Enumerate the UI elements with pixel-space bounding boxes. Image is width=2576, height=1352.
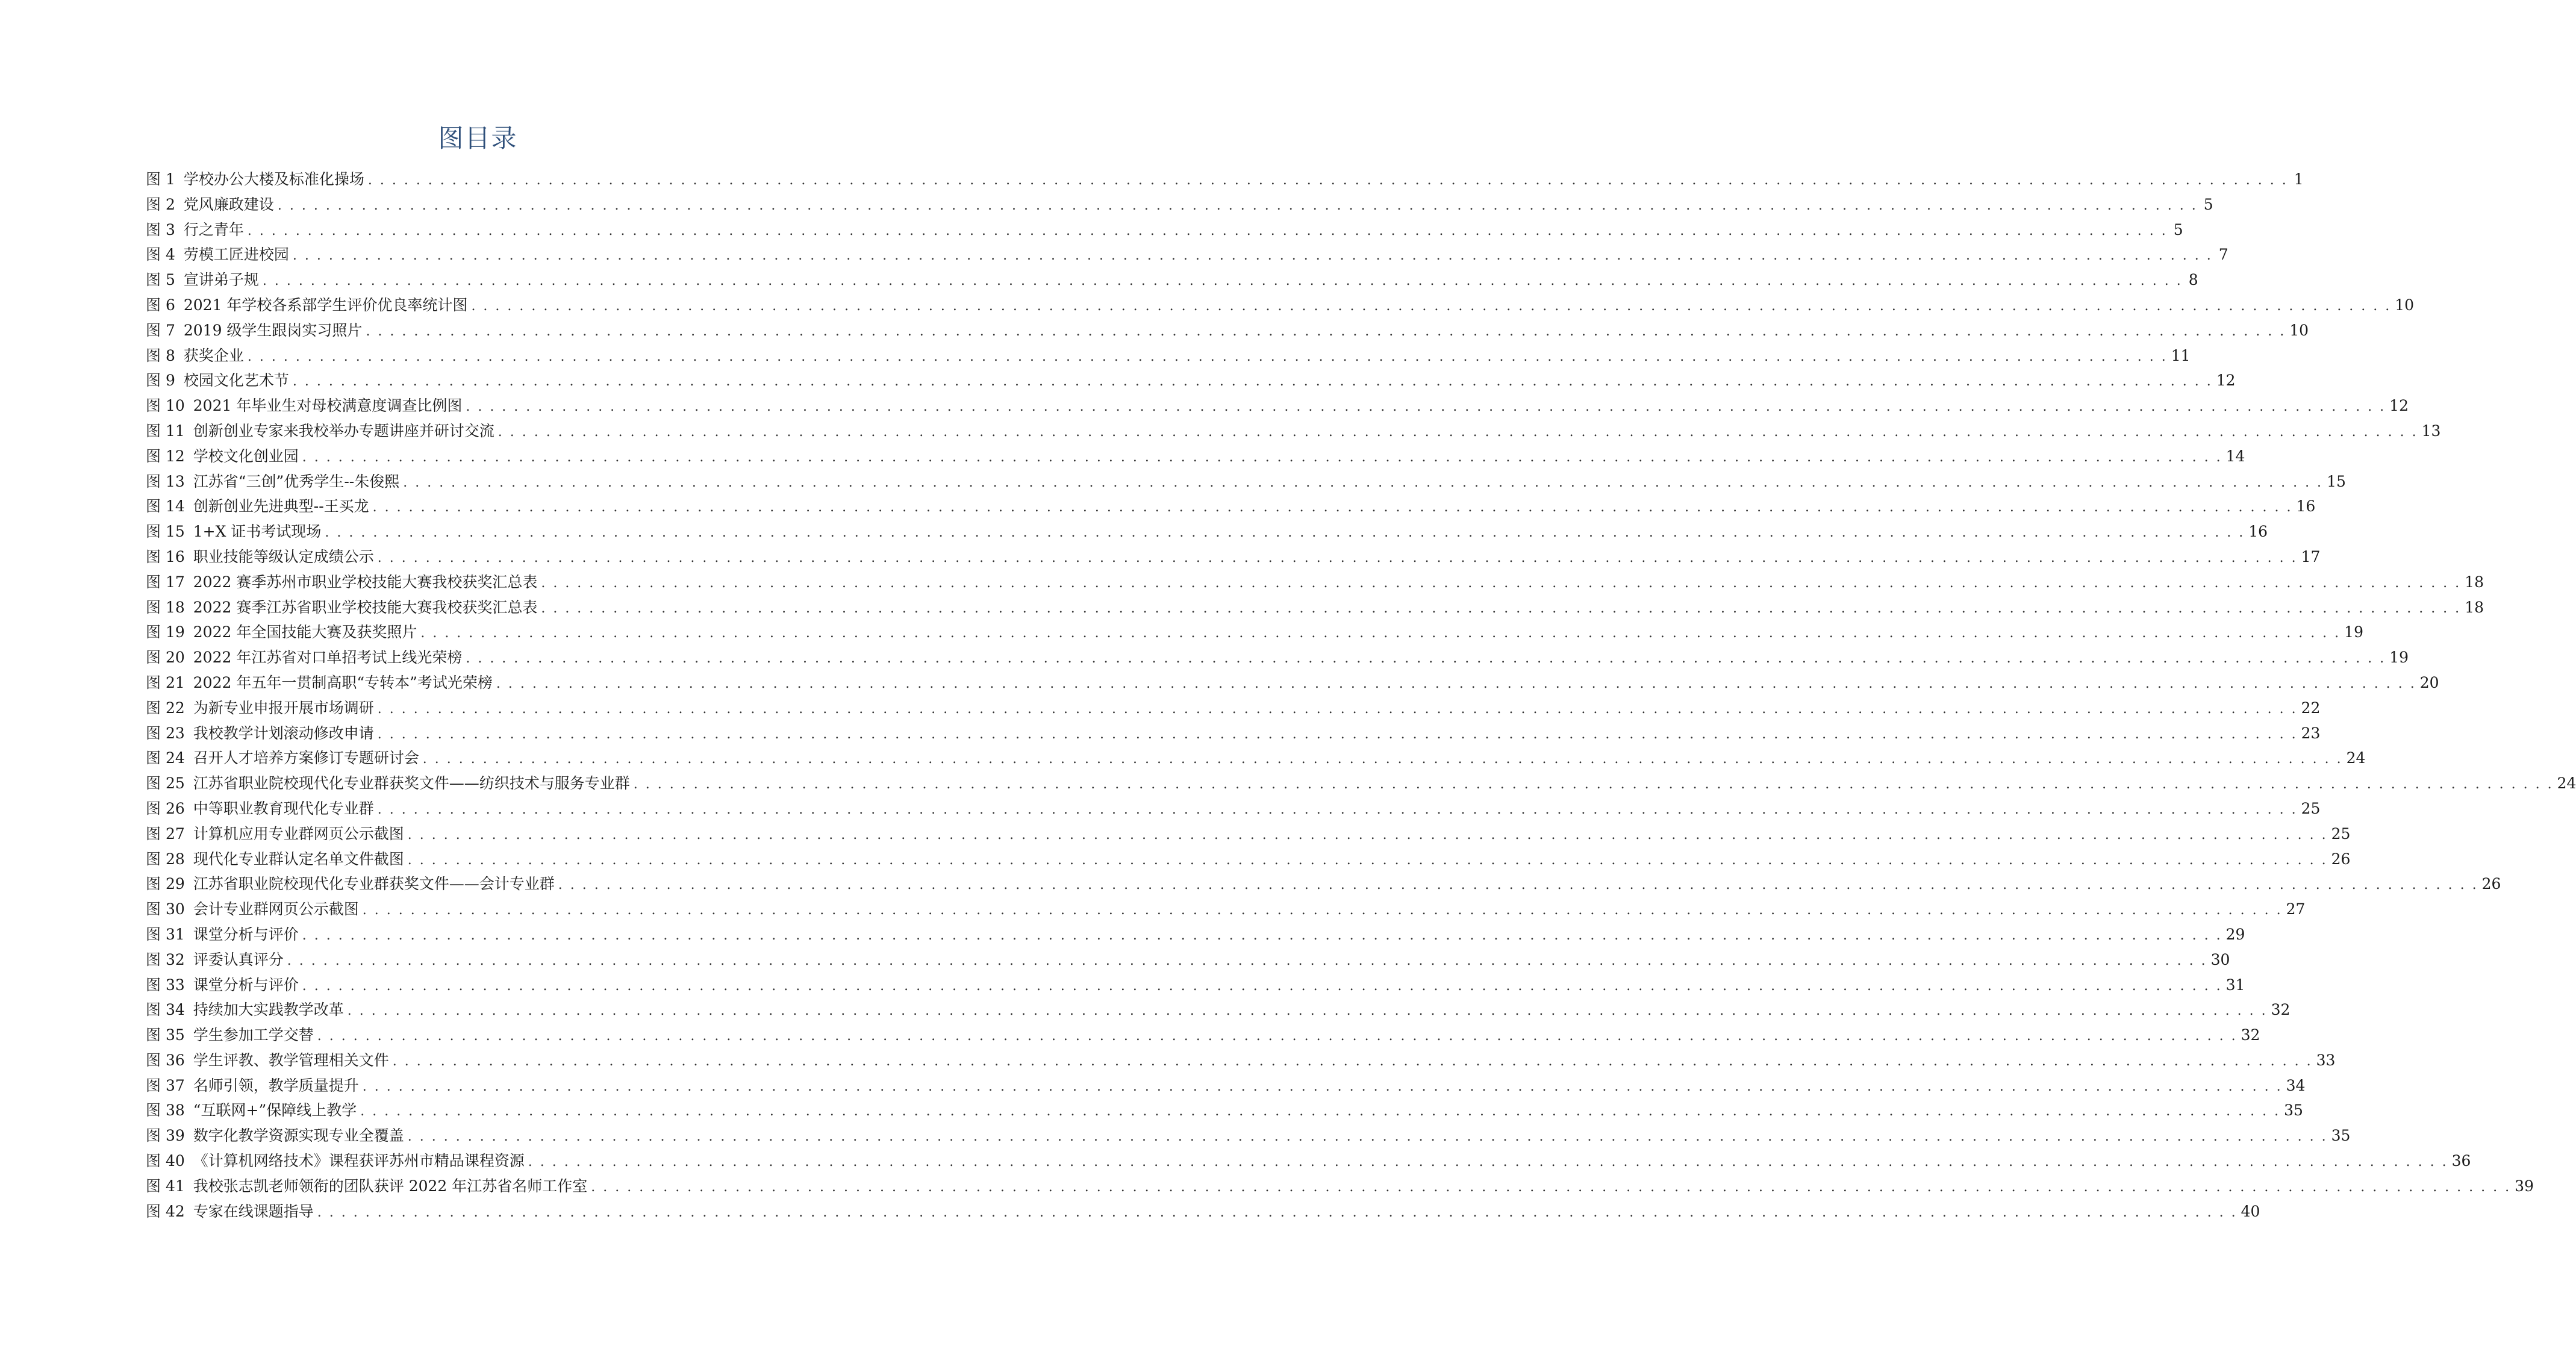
figure-list <box>146 167 2576 1224</box>
figure-caption: 中等职业教育现代化专业群 <box>193 799 374 817</box>
figure-entry[interactable] <box>146 1123 2351 1148</box>
figure-number: 图 29 <box>146 875 185 893</box>
page-number: 25 <box>2331 824 2351 843</box>
figure-number: 图 19 <box>146 623 185 641</box>
figure-number: 图 34 <box>146 1001 185 1019</box>
page-number: 29 <box>2225 925 2245 943</box>
figure-entry[interactable] <box>146 670 2439 696</box>
figure-caption: 2021 年学校各系部学生评价优良率统计图 <box>183 296 468 314</box>
figure-caption: 我校教学计划滚动修改申请 <box>193 724 374 742</box>
figure-number: 图 8 <box>146 346 175 364</box>
figure-entry[interactable] <box>146 696 2321 721</box>
page-number: 1 <box>2294 170 2304 188</box>
dot-leader: . . . . . . . . . . . . . . . . . . . . . . . . . . . . . . . . . . . . . . . . . . . . . . . . . . . . . . . . . . . . . . . . . . . . . . . . . . . . . . . . . . . . . . . . . . . . . . . . . . . . . . . . . . . . . . . . . . . . . . . . . . . . . . . . . . . . . . . . . . . . . . . . . . . . . . . . . . . . . . . . <box>366 323 2286 339</box>
dot-leader: . . . . . . . . . . . . . . . . . . . . . . . . . . . . . . . . . . . . . . . . . . . . . . . . . . . . . . . . . . . . . . . . . . . . . . . . . . . . . . . . . . . . . . . . . . . . . . . . . . . . . . . . . . . . . . . . . . . . . . . . . . . . . . . . . . . . . . . . . . . . . . . . . . . . . . . . . . . . . . . . <box>362 1079 2283 1094</box>
figure-number: 图 20 <box>146 649 185 667</box>
page-number: 12 <box>2389 397 2409 415</box>
figure-entry[interactable] <box>146 645 2409 670</box>
figure-number: 图 13 <box>146 472 185 490</box>
figure-number: 图 25 <box>146 774 185 793</box>
page-number: 24 <box>2346 749 2366 767</box>
figure-caption: 创新创业先进典型--王买龙 <box>193 497 369 516</box>
page-number: 5 <box>2203 195 2213 213</box>
page-number: 24 <box>2557 774 2576 793</box>
dot-leader: . . . . . . . . . . . . . . . . . . . . . . . . . . . . . . . . . . . . . . . . . . . . . . . . . . . . . . . . . . . . . . . . . . . . . . . . . . . . . . . . . . . . . . . . . . . . . . . . . . . . . . . . . . . . . . . . . . . . . . . . . . . . . . . . . . . . . . . . . . . . . . . . . . . . . . . . . . . . . . . . <box>347 1003 2268 1019</box>
figure-caption: 为新专业申报开展市场调研 <box>193 699 374 717</box>
figure-number: 图 5 <box>146 271 175 289</box>
figure-entry[interactable] <box>146 343 2191 369</box>
figure-entry[interactable] <box>146 922 2245 947</box>
page-number: 30 <box>2210 950 2230 968</box>
figure-caption: 职业技能等级认定成绩公示 <box>193 547 374 565</box>
figure-number: 图 2 <box>146 195 175 213</box>
figure-caption: 学校文化创业园 <box>193 447 299 465</box>
figure-entry[interactable] <box>146 1048 2336 1073</box>
figure-entry[interactable] <box>146 267 2198 293</box>
figure-entry[interactable] <box>146 771 2576 796</box>
page-number: 34 <box>2286 1076 2306 1094</box>
dot-leader: . . . . . . . . . . . . . . . . . . . . . . . . . . . . . . . . . . . . . . . . . . . . . . . . . . . . . . . . . . . . . . . . . . . . . . . . . . . . . . . . . . . . . . . . . . . . . . . . . . . . . . . . . . . . . . . . . . . . . . . . . . . . . . . . . . . . . . . . . . . . . . . . . . . . . . . . . . . . . . . . <box>497 424 2418 440</box>
figure-number: 图 39 <box>146 1127 185 1145</box>
dot-leader: . . . . . . . . . . . . . . . . . . . . . . . . . . . . . . . . . . . . . . . . . . . . . . . . . . . . . . . . . . . . . . . . . . . . . . . . . . . . . . . . . . . . . . . . . . . . . . . . . . . . . . . . . . . . . . . . . . . . . . . . . . . . . . . . . . . . . . . . . . . . . . . . . . . . . . . . . . . . . . . . <box>591 1179 2512 1195</box>
page-number: 35 <box>2331 1127 2351 1145</box>
page-number: 14 <box>2225 447 2245 465</box>
figure-entry[interactable] <box>146 1199 2260 1224</box>
page-number: 19 <box>2344 623 2363 641</box>
dot-leader: . . . . . . . . . . . . . . . . . . . . . . . . . . . . . . . . . . . . . . . . . . . . . . . . . . . . . . . . . . . . . . . . . . . . . . . . . . . . . . . . . . . . . . . . . . . . . . . . . . . . . . . . . . . . . . . . . . . . . . . . . . . . . . . . . . . . . . . . . . . . . . . . . . . . . . . . . . . . . . . . <box>403 475 2324 490</box>
figure-caption: 现代化专业群认定名单文件截图 <box>193 850 404 868</box>
page-number: 32 <box>2271 1001 2291 1019</box>
figure-caption: 获奖企业 <box>183 346 244 364</box>
figure-entry[interactable] <box>146 494 2316 519</box>
figure-caption: 数字化教学资源实现专业全覆盖 <box>193 1127 404 1145</box>
figure-number: 图 31 <box>146 925 185 943</box>
page-number: 15 <box>2327 472 2346 490</box>
page-number: 13 <box>2421 422 2441 440</box>
page-number: 10 <box>2395 296 2415 314</box>
page-number: 20 <box>2419 673 2439 691</box>
figure-entry[interactable] <box>146 721 2321 746</box>
figure-number: 图 1 <box>146 170 175 188</box>
figure-entry[interactable] <box>146 1148 2471 1174</box>
dot-leader: . . . . . . . . . . . . . . . . . . . . . . . . . . . . . . . . . . . . . . . . . . . . . . . . . . . . . . . . . . . . . . . . . . . . . . . . . . . . . . . . . . . . . . . . . . . . . . . . . . . . . . . . . . . . . . . . . . . . . . . . . . . . . . . . . . . . . . . . . . . . . . . . . . . . . . . . . . . . . . . . <box>541 600 2462 616</box>
dot-leader: . . . . . . . . . . . . . . . . . . . . . . . . . . . . . . . . . . . . . . . . . . . . . . . . . . . . . . . . . . . . . . . . . . . . . . . . . . . . . . . . . . . . . . . . . . . . . . . . . . . . . . . . . . . . . . . . . . . . . . . . . . . . . . . . . . . . . . . . . . . . . . . . . . . . . . . . . . . . . . . . <box>558 877 2478 893</box>
figure-caption: 持续加大实践教学改革 <box>193 1001 344 1019</box>
figure-number: 图 9 <box>146 372 175 390</box>
figure-caption: “互联网+”保障线上教学 <box>193 1101 357 1120</box>
figure-caption: 《计算机网络技术》课程获评苏州市精品课程资源 <box>193 1152 525 1170</box>
dot-leader: . . . . . . . . . . . . . . . . . . . . . . . . . . . . . . . . . . . . . . . . . . . . . . . . . . . . . . . . . . . . . . . . . . . . . . . . . . . . . . . . . . . . . . . . . . . . . . . . . . . . . . . . . . . . . . . . . . . . . . . . . . . . . . . . . . . . . . . . . . . . . . . . . . . . . . . . . . . . . . . . <box>407 852 2328 868</box>
dot-leader: . . . . . . . . . . . . . . . . . . . . . . . . . . . . . . . . . . . . . . . . . . . . . . . . . . . . . . . . . . . . . . . . . . . . . . . . . . . . . . . . . . . . . . . . . . . . . . . . . . . . . . . . . . . . . . . . . . . . . . . . . . . . . . . . . . . . . . . . . . . . . . . . . . . . . . . . . . . . . . . . <box>287 953 2207 968</box>
dot-leader: . . . . . . . . . . . . . . . . . . . . . . . . . . . . . . . . . . . . . . . . . . . . . . . . . . . . . . . . . . . . . . . . . . . . . . . . . . . . . . . . . . . . . . . . . . . . . . . . . . . . . . . . . . . . . . . . . . . . . . . . . . . . . . . . . . . . . . . . . . . . . . . . . . . . . . . . . . . . . . . . <box>372 500 2293 516</box>
figure-number: 图 3 <box>146 220 175 238</box>
page-number: 17 <box>2301 547 2321 565</box>
dot-leader: . . . . . . . . . . . . . . . . . . . . . . . . . . . . . . . . . . . . . . . . . . . . . . . . . . . . . . . . . . . . . . . . . . . . . . . . . . . . . . . . . . . . . . . . . . . . . . . . . . . . . . . . . . . . . . . . . . . . . . . . . . . . . . . . . . . . . . . . . . . . . . . . . . . . . . . . . . . . . . . . <box>247 223 2168 238</box>
figure-entry[interactable] <box>146 444 2245 469</box>
page-number: 33 <box>2316 1051 2336 1069</box>
figure-number: 图 11 <box>146 422 185 440</box>
page-number: 7 <box>2218 246 2228 264</box>
page-number: 10 <box>2289 321 2309 339</box>
dot-leader: . . . . . . . . . . . . . . . . . . . . . . . . . . . . . . . . . . . . . . . . . . . . . . . . . . . . . . . . . . . . . . . . . . . . . . . . . . . . . . . . . . . . . . . . . . . . . . . . . . . . . . . . . . . . . . . . . . . . . . . . . . . . . . . . . . . . . . . . . . . . . . . . . . . . . . . . . . . . . . . . <box>277 198 2198 213</box>
figure-entry[interactable] <box>146 746 2366 771</box>
figure-entry[interactable] <box>146 821 2351 847</box>
figure-caption: 会计专业群网页公示截图 <box>193 900 359 918</box>
figure-number: 图 17 <box>146 573 185 591</box>
figure-number: 图 15 <box>146 523 185 541</box>
figure-caption: 课堂分析与评价 <box>193 925 299 943</box>
figure-caption: 2022 年全国技能大赛及获奖照片 <box>193 623 417 641</box>
page-number: 12 <box>2216 372 2236 390</box>
figure-caption: 专家在线课题指导 <box>193 1202 314 1220</box>
figure-number: 图 40 <box>146 1152 185 1170</box>
dot-leader: . . . . . . . . . . . . . . . . . . . . . . . . . . . . . . . . . . . . . . . . . . . . . . . . . . . . . . . . . . . . . . . . . . . . . . . . . . . . . . . . . . . . . . . . . . . . . . . . . . . . . . . . . . . . . . . . . . . . . . . . . . . . . . . . . . . . . . . . . . . . . . . . . . . . . . . . . . . . . . . . <box>317 1029 2238 1044</box>
figure-caption: 校园文化艺术节 <box>183 372 289 390</box>
page-number: 31 <box>2225 976 2245 994</box>
figure-caption: 学校办公大楼及标准化操场 <box>183 170 364 188</box>
figure-number: 图 32 <box>146 950 185 968</box>
dot-leader: . . . . . . . . . . . . . . . . . . . . . . . . . . . . . . . . . . . . . . . . . . . . . . . . . . . . . . . . . . . . . . . . . . . . . . . . . . . . . . . . . . . . . . . . . . . . . . . . . . . . . . . . . . . . . . . . . . . . . . . . . . . . . . . . . . . . . . . . . . . . . . . . . . . . . . . . . . . . . . . . <box>292 374 2213 390</box>
dot-leader: . . . . . . . . . . . . . . . . . . . . . . . . . . . . . . . . . . . . . . . . . . . . . . . . . . . . . . . . . . . . . . . . . . . . . . . . . . . . . . . . . . . . . . . . . . . . . . . . . . . . . . . . . . . . . . . . . . . . . . . . . . . . . . . . . . . . . . . . . . . . . . . . . . . . . . . . . . . . . . . . <box>362 903 2283 918</box>
page-number: 8 <box>2188 271 2198 289</box>
figure-caption: 2022 赛季苏州市职业学校技能大赛我校获奖汇总表 <box>193 573 538 591</box>
figure-caption: 我校张志凯老师领衔的团队获评 2022 年江苏省名师工作室 <box>193 1177 588 1195</box>
figure-number: 图 33 <box>146 976 185 994</box>
page-number: 18 <box>2465 573 2484 591</box>
dot-leader: . . . . . . . . . . . . . . . . . . . . . . . . . . . . . . . . . . . . . . . . . . . . . . . . . . . . . . . . . . . . . . . . . . . . . . . . . . . . . . . . . . . . . . . . . . . . . . . . . . . . . . . . . . . . . . . . . . . . . . . . . . . . . . . . . . . . . . . . . . . . . . . . . . . . . . . . . . . . . . . . <box>367 173 2288 188</box>
dot-leader: . . . . . . . . . . . . . . . . . . . . . . . . . . . . . . . . . . . . . . . . . . . . . . . . . . . . . . . . . . . . . . . . . . . . . . . . . . . . . . . . . . . . . . . . . . . . . . . . . . . . . . . . . . . . . . . . . . . . . . . . . . . . . . . . . . . . . . . . . . . . . . . . . . . . . . . . . . . . . . . . <box>377 701 2298 717</box>
page-number: 39 <box>2515 1177 2534 1195</box>
dot-leader: . . . . . . . . . . . . . . . . . . . . . . . . . . . . . . . . . . . . . . . . . . . . . . . . . . . . . . . . . . . . . . . . . . . . . . . . . . . . . . . . . . . . . . . . . . . . . . . . . . . . . . . . . . . . . . . . . . . . . . . . . . . . . . . . . . . . . . . . . . . . . . . . . . . . . . . . . . . . . . . . <box>360 1104 2281 1120</box>
figure-entry[interactable] <box>146 519 2268 544</box>
figure-caption: 计算机应用专业群网页公示截图 <box>193 824 404 843</box>
dot-leader: . . . . . . . . . . . . . . . . . . . . . . . . . . . . . . . . . . . . . . . . . . . . . . . . . . . . . . . . . . . . . . . . . . . . . . . . . . . . . . . . . . . . . . . . . . . . . . . . . . . . . . . . . . . . . . . . . . . . . . . . . . . . . . . . . . . . . . . . . . . . . . . . . . . . . . . . . . . . . . . . <box>302 978 2222 994</box>
figure-caption: 学生评教、教学管理相关文件 <box>193 1051 389 1069</box>
figure-number: 图 30 <box>146 900 185 918</box>
figure-caption: 课堂分析与评价 <box>193 976 299 994</box>
figure-entry[interactable] <box>146 217 2183 243</box>
figure-caption: 江苏省职业院校现代化专业群获奖文件——纺织技术与服务专业群 <box>193 774 630 793</box>
dot-leader: . . . . . . . . . . . . . . . . . . . . . . . . . . . . . . . . . . . . . . . . . . . . . . . . . . . . . . . . . . . . . . . . . . . . . . . . . . . . . . . . . . . . . . . . . . . . . . . . . . . . . . . . . . . . . . . . . . . . . . . . . . . . . . . . . . . . . . . . . . . . . . . . . . . . . . . . . . . . . . . . <box>528 1154 2448 1170</box>
figure-caption: 劳模工匠进校园 <box>183 246 289 264</box>
figure-number: 图 36 <box>146 1051 185 1069</box>
figure-number: 图 42 <box>146 1202 185 1220</box>
figure-caption: 召开人才培养方案修订专题研讨会 <box>193 749 419 767</box>
figure-caption: 2019 级学生跟岗实习照片 <box>183 321 363 339</box>
figure-entry[interactable] <box>146 1098 2303 1123</box>
figure-entry[interactable] <box>146 997 2291 1023</box>
figure-caption: 行之青年 <box>183 220 244 238</box>
figure-caption: 党风廉政建设 <box>183 195 274 213</box>
figure-entry[interactable] <box>146 1023 2260 1048</box>
figure-number: 图 14 <box>146 497 185 516</box>
figure-number: 图 18 <box>146 598 185 616</box>
figure-number: 图 35 <box>146 1026 185 1044</box>
page-number: 32 <box>2241 1026 2260 1044</box>
figure-number: 图 27 <box>146 824 185 843</box>
figure-entry[interactable] <box>146 469 2346 494</box>
figure-entry[interactable] <box>146 1073 2306 1098</box>
page-title: 图目录 <box>438 123 518 153</box>
figure-entry[interactable] <box>146 368 2236 393</box>
figure-caption: 2022 年江苏省对口单招考试上线光荣榜 <box>193 649 463 667</box>
figure-entry[interactable] <box>146 393 2409 419</box>
figure-entry[interactable] <box>146 1174 2534 1199</box>
figure-entry[interactable] <box>146 595 2484 620</box>
dot-leader: . . . . . . . . . . . . . . . . . . . . . . . . . . . . . . . . . . . . . . . . . . . . . . . . . . . . . . . . . . . . . . . . . . . . . . . . . . . . . . . . . . . . . . . . . . . . . . . . . . . . . . . . . . . . . . . . . . . . . . . . . . . . . . . . . . . . . . . . . . . . . . . . . . . . . . . . . . . . . . . . <box>377 802 2298 817</box>
figure-number: 图 37 <box>146 1076 185 1094</box>
page-number: 23 <box>2301 724 2321 742</box>
figure-entry[interactable] <box>146 318 2309 343</box>
page-number: 16 <box>2296 497 2316 516</box>
page-number: 22 <box>2301 699 2321 717</box>
page-number: 19 <box>2389 649 2409 667</box>
figure-caption: 2022 年五年一贯制高职“专转本”考试光荣榜 <box>193 673 493 691</box>
dot-leader: . . . . . . . . . . . . . . . . . . . . . . . . . . . . . . . . . . . . . . . . . . . . . . . . . . . . . . . . . . . . . . . . . . . . . . . . . . . . . . . . . . . . . . . . . . . . . . . . . . . . . . . . . . . . . . . . . . . . . . . . . . . . . . . . . . . . . . . . . . . . . . . . . . . . . . . . . . . . . . . . <box>325 525 2245 541</box>
figure-caption: 学生参加工学交替 <box>193 1026 314 1044</box>
dot-leader: . . . . . . . . . . . . . . . . . . . . . . . . . . . . . . . . . . . . . . . . . . . . . . . . . . . . . . . . . . . . . . . . . . . . . . . . . . . . . . . . . . . . . . . . . . . . . . . . . . . . . . . . . . . . . . . . . . . . . . . . . . . . . . . . . . . . . . . . . . . . . . . . . . . . . . . . . . . . . . . . <box>471 298 2392 314</box>
figure-number: 图 4 <box>146 246 175 264</box>
page-number: 25 <box>2301 799 2321 817</box>
figure-caption: 1+X 证书考试现场 <box>193 523 322 541</box>
figure-caption: 2021 年毕业生对母校满意度调查比例图 <box>193 397 463 415</box>
figure-caption: 名师引领，教学质量提升 <box>193 1076 359 1094</box>
dot-leader: . . . . . . . . . . . . . . . . . . . . . . . . . . . . . . . . . . . . . . . . . . . . . . . . . . . . . . . . . . . . . . . . . . . . . . . . . . . . . . . . . . . . . . . . . . . . . . . . . . . . . . . . . . . . . . . . . . . . . . . . . . . . . . . . . . . . . . . . . . . . . . . . . . . . . . . . . . . . . . . . <box>407 827 2328 843</box>
figure-entry[interactable] <box>146 947 2230 973</box>
figure-number: 图 6 <box>146 296 175 314</box>
figure-entry[interactable] <box>146 167 2304 192</box>
page-number: 27 <box>2286 900 2306 918</box>
figure-entry[interactable] <box>146 796 2321 821</box>
figure-number: 图 12 <box>146 447 185 465</box>
dot-leader: . . . . . . . . . . . . . . . . . . . . . . . . . . . . . . . . . . . . . . . . . . . . . . . . . . . . . . . . . . . . . . . . . . . . . . . . . . . . . . . . . . . . . . . . . . . . . . . . . . . . . . . . . . . . . . . . . . . . . . . . . . . . . . . . . . . . . . . . . . . . . . . . . . . . . . . . . . . . . . . . <box>377 726 2298 742</box>
page-number: 35 <box>2284 1101 2303 1120</box>
page-number: 26 <box>2331 850 2351 868</box>
figure-entry[interactable] <box>146 871 2501 897</box>
figure-caption: 评委认真评分 <box>193 950 284 968</box>
dot-leader: . . . . . . . . . . . . . . . . . . . . . . . . . . . . . . . . . . . . . . . . . . . . . . . . . . . . . . . . . . . . . . . . . . . . . . . . . . . . . . . . . . . . . . . . . . . . . . . . . . . . . . . . . . . . . . . . . . . . . . . . . . . . . . . . . . . . . . . . . . . . . . . . . . . . . . . . . . . . . . . . <box>302 449 2222 465</box>
figure-entry[interactable] <box>146 897 2306 922</box>
figure-entry[interactable] <box>146 293 2415 318</box>
figure-caption: 2022 赛季江苏省职业学校技能大赛我校获奖汇总表 <box>193 598 538 616</box>
figure-caption: 宣讲弟子规 <box>183 271 259 289</box>
figure-number: 图 22 <box>146 699 185 717</box>
dot-leader: . . . . . . . . . . . . . . . . . . . . . . . . . . . . . . . . . . . . . . . . . . . . . . . . . . . . . . . . . . . . . . . . . . . . . . . . . . . . . . . . . . . . . . . . . . . . . . . . . . . . . . . . . . . . . . . . . . . . . . . . . . . . . . . . . . . . . . . . . . . . . . . . . . . . . . . . . . . . . . . . <box>407 1129 2328 1145</box>
figure-number: 图 26 <box>146 799 185 817</box>
figure-number: 图 23 <box>146 724 185 742</box>
page-number: 5 <box>2173 220 2183 238</box>
figure-entry[interactable] <box>146 570 2484 595</box>
dot-leader: . . . . . . . . . . . . . . . . . . . . . . . . . . . . . . . . . . . . . . . . . . . . . . . . . . . . . . . . . . . . . . . . . . . . . . . . . . . . . . . . . . . . . . . . . . . . . . . . . . . . . . . . . . . . . . . . . . . . . . . . . . . . . . . . . . . . . . . . . . . . . . . . . . . . . . . . . . . . . . . . <box>377 550 2298 565</box>
figure-number: 图 7 <box>146 321 175 339</box>
page-number: 36 <box>2451 1152 2471 1170</box>
figure-number: 图 21 <box>146 673 185 691</box>
figure-entry[interactable] <box>146 973 2245 998</box>
figure-number: 图 38 <box>146 1101 185 1120</box>
dot-leader: . . . . . . . . . . . . . . . . . . . . . . . . . . . . . . . . . . . . . . . . . . . . . . . . . . . . . . . . . . . . . . . . . . . . . . . . . . . . . . . . . . . . . . . . . . . . . . . . . . . . . . . . . . . . . . . . . . . . . . . . . . . . . . . . . . . . . . . . . . . . . . . . . . . . . . . . . . . . . . . . <box>262 273 2183 289</box>
dot-leader: . . . . . . . . . . . . . . . . . . . . . . . . . . . . . . . . . . . . . . . . . . . . . . . . . . . . . . . . . . . . . . . . . . . . . . . . . . . . . . . . . . . . . . . . . . . . . . . . . . . . . . . . . . . . . . . . . . . . . . . . . . . . . . . . . . . . . . . . . . . . . . . . . . . . . . . . . . . . . . . . <box>633 777 2554 793</box>
dot-leader: . . . . . . . . . . . . . . . . . . . . . . . . . . . . . . . . . . . . . . . . . . . . . . . . . . . . . . . . . . . . . . . . . . . . . . . . . . . . . . . . . . . . . . . . . . . . . . . . . . . . . . . . . . . . . . . . . . . . . . . . . . . . . . . . . . . . . . . . . . . . . . . . . . . . . . . . . . . . . . . . <box>420 626 2341 641</box>
figure-entry[interactable] <box>146 620 2363 645</box>
figure-entry[interactable] <box>146 847 2351 872</box>
page-number: 18 <box>2465 598 2484 616</box>
figure-number: 图 10 <box>146 397 185 415</box>
figure-entry[interactable] <box>146 544 2321 570</box>
dot-leader: . . . . . . . . . . . . . . . . . . . . . . . . . . . . . . . . . . . . . . . . . . . . . . . . . . . . . . . . . . . . . . . . . . . . . . . . . . . . . . . . . . . . . . . . . . . . . . . . . . . . . . . . . . . . . . . . . . . . . . . . . . . . . . . . . . . . . . . . . . . . . . . . . . . . . . . . . . . . . . . . <box>541 575 2462 591</box>
page-number: 26 <box>2481 875 2501 893</box>
dot-leader: . . . . . . . . . . . . . . . . . . . . . . . . . . . . . . . . . . . . . . . . . . . . . . . . . . . . . . . . . . . . . . . . . . . . . . . . . . . . . . . . . . . . . . . . . . . . . . . . . . . . . . . . . . . . . . . . . . . . . . . . . . . . . . . . . . . . . . . . . . . . . . . . . . . . . . . . . . . . . . . . <box>422 752 2343 767</box>
figure-entry[interactable] <box>146 192 2213 217</box>
page-number: 16 <box>2248 523 2268 541</box>
figure-number: 图 41 <box>146 1177 185 1195</box>
figure-caption: 江苏省“三创”优秀学生--朱俊熙 <box>193 472 400 490</box>
figure-entry[interactable] <box>146 242 2228 267</box>
dot-leader: . . . . . . . . . . . . . . . . . . . . . . . . . . . . . . . . . . . . . . . . . . . . . . . . . . . . . . . . . . . . . . . . . . . . . . . . . . . . . . . . . . . . . . . . . . . . . . . . . . . . . . . . . . . . . . . . . . . . . . . . . . . . . . . . . . . . . . . . . . . . . . . . . . . . . . . . . . . . . . . . <box>466 399 2386 415</box>
figure-number: 图 24 <box>146 749 185 767</box>
dot-leader: . . . . . . . . . . . . . . . . . . . . . . . . . . . . . . . . . . . . . . . . . . . . . . . . . . . . . . . . . . . . . . . . . . . . . . . . . . . . . . . . . . . . . . . . . . . . . . . . . . . . . . . . . . . . . . . . . . . . . . . . . . . . . . . . . . . . . . . . . . . . . . . . . . . . . . . . . . . . . . . . <box>302 927 2222 943</box>
dot-leader: . . . . . . . . . . . . . . . . . . . . . . . . . . . . . . . . . . . . . . . . . . . . . . . . . . . . . . . . . . . . . . . . . . . . . . . . . . . . . . . . . . . . . . . . . . . . . . . . . . . . . . . . . . . . . . . . . . . . . . . . . . . . . . . . . . . . . . . . . . . . . . . . . . . . . . . . . . . . . . . . <box>292 248 2213 264</box>
dot-leader: . . . . . . . . . . . . . . . . . . . . . . . . . . . . . . . . . . . . . . . . . . . . . . . . . . . . . . . . . . . . . . . . . . . . . . . . . . . . . . . . . . . . . . . . . . . . . . . . . . . . . . . . . . . . . . . . . . . . . . . . . . . . . . . . . . . . . . . . . . . . . . . . . . . . . . . . . . . . . . . . <box>496 676 2416 691</box>
figure-caption: 江苏省职业院校现代化专业群获奖文件——会计专业群 <box>193 875 555 893</box>
page-number: 40 <box>2241 1202 2260 1220</box>
dot-leader: . . . . . . . . . . . . . . . . . . . . . . . . . . . . . . . . . . . . . . . . . . . . . . . . . . . . . . . . . . . . . . . . . . . . . . . . . . . . . . . . . . . . . . . . . . . . . . . . . . . . . . . . . . . . . . . . . . . . . . . . . . . . . . . . . . . . . . . . . . . . . . . . . . . . . . . . . . . . . . . . <box>317 1204 2238 1220</box>
dot-leader: . . . . . . . . . . . . . . . . . . . . . . . . . . . . . . . . . . . . . . . . . . . . . . . . . . . . . . . . . . . . . . . . . . . . . . . . . . . . . . . . . . . . . . . . . . . . . . . . . . . . . . . . . . . . . . . . . . . . . . . . . . . . . . . . . . . . . . . . . . . . . . . . . . . . . . . . . . . . . . . . <box>466 651 2386 667</box>
figure-entry[interactable] <box>146 419 2441 444</box>
page-number: 11 <box>2171 346 2191 364</box>
figure-caption: 创新创业专家来我校举办专题讲座并研讨交流 <box>193 422 494 440</box>
dot-leader: . . . . . . . . . . . . . . . . . . . . . . . . . . . . . . . . . . . . . . . . . . . . . . . . . . . . . . . . . . . . . . . . . . . . . . . . . . . . . . . . . . . . . . . . . . . . . . . . . . . . . . . . . . . . . . . . . . . . . . . . . . . . . . . . . . . . . . . . . . . . . . . . . . . . . . . . . . . . . . . . <box>247 349 2168 364</box>
figure-number: 图 28 <box>146 850 185 868</box>
dot-leader: . . . . . . . . . . . . . . . . . . . . . . . . . . . . . . . . . . . . . . . . . . . . . . . . . . . . . . . . . . . . . . . . . . . . . . . . . . . . . . . . . . . . . . . . . . . . . . . . . . . . . . . . . . . . . . . . . . . . . . . . . . . . . . . . . . . . . . . . . . . . . . . . . . . . . . . . . . . . . . . . <box>392 1053 2313 1069</box>
figure-number: 图 16 <box>146 547 185 565</box>
